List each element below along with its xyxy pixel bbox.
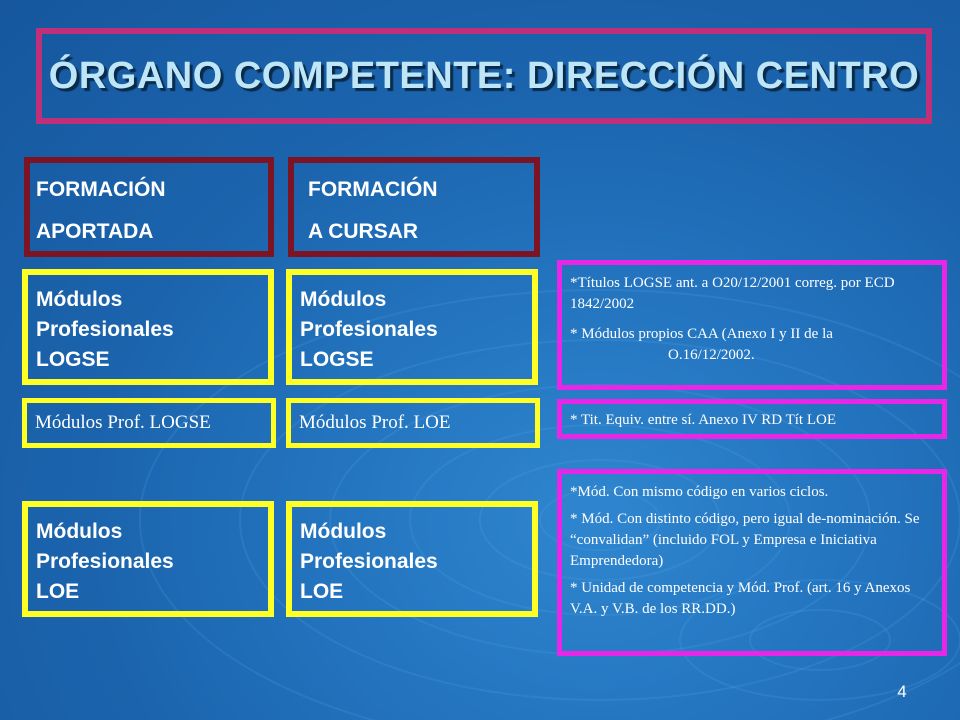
module-box-loe-aportada xyxy=(22,501,274,617)
module-line: LOGSE xyxy=(300,348,374,371)
module-line: LOE xyxy=(300,580,344,603)
note-box-loe xyxy=(557,469,947,656)
header-formacion-aportada xyxy=(24,157,274,257)
note-line: *Mód. Con mismo código en varios ciclos. xyxy=(570,484,829,500)
header-formacion-a-cursar xyxy=(288,157,540,257)
header-line: APORTADA xyxy=(36,220,154,243)
module-line: Módulos xyxy=(300,520,387,543)
note-box-equivalencia xyxy=(557,399,947,439)
page-title: ÓRGANO COMPETENTE: DIRECCIÓN CENTRO xyxy=(48,54,920,97)
module-box-prof-logse xyxy=(22,398,276,448)
module-box-logse-cursar xyxy=(286,269,538,385)
module-box-loe-cursar xyxy=(286,501,538,617)
note-line: * Mód. Con distinto código, pero igual de-nominación. Se “convalidan” (incluido FOL y Empresa e Iniciativa Emprendedora) xyxy=(570,511,920,569)
note-box-logse xyxy=(557,260,947,390)
module-line: Profesionales xyxy=(36,318,174,341)
module-box-prof-loe xyxy=(286,398,540,448)
module-line: Profesionales xyxy=(36,550,174,573)
title-banner xyxy=(36,28,932,124)
note-line: * Unidad de competencia y Mód. Prof. (art. 16 y Anexos V.A. y V.B. de los RR.DD.) xyxy=(570,580,911,617)
module-line: Módulos xyxy=(300,288,387,311)
module-line: LOGSE xyxy=(36,348,110,371)
note-line: O.16/12/2002. xyxy=(668,347,755,363)
header-line: FORMACIÓN xyxy=(36,178,166,201)
module-label: Módulos Prof. LOE xyxy=(299,412,451,433)
note-line: * Tit. Equiv. entre sí. Anexo IV RD Tít LOE xyxy=(570,412,836,428)
module-line: Profesionales xyxy=(300,550,438,573)
note-line: *Títulos LOGSE ant. a O20/12/2001 correg. por ECD 1842/2002 xyxy=(570,275,895,312)
module-line: Módulos xyxy=(36,288,123,311)
module-line: Módulos xyxy=(36,520,123,543)
note-line: * Módulos propios CAA (Anexo I y II de la xyxy=(570,326,833,342)
module-label: Módulos Prof. LOGSE xyxy=(35,412,211,433)
module-line: LOE xyxy=(36,580,80,603)
module-line: Profesionales xyxy=(300,318,438,341)
header-line: A CURSAR xyxy=(308,220,419,243)
module-box-logse-aportada xyxy=(22,269,274,385)
page-number: 4 xyxy=(897,682,907,701)
header-line: FORMACIÓN xyxy=(308,178,438,201)
